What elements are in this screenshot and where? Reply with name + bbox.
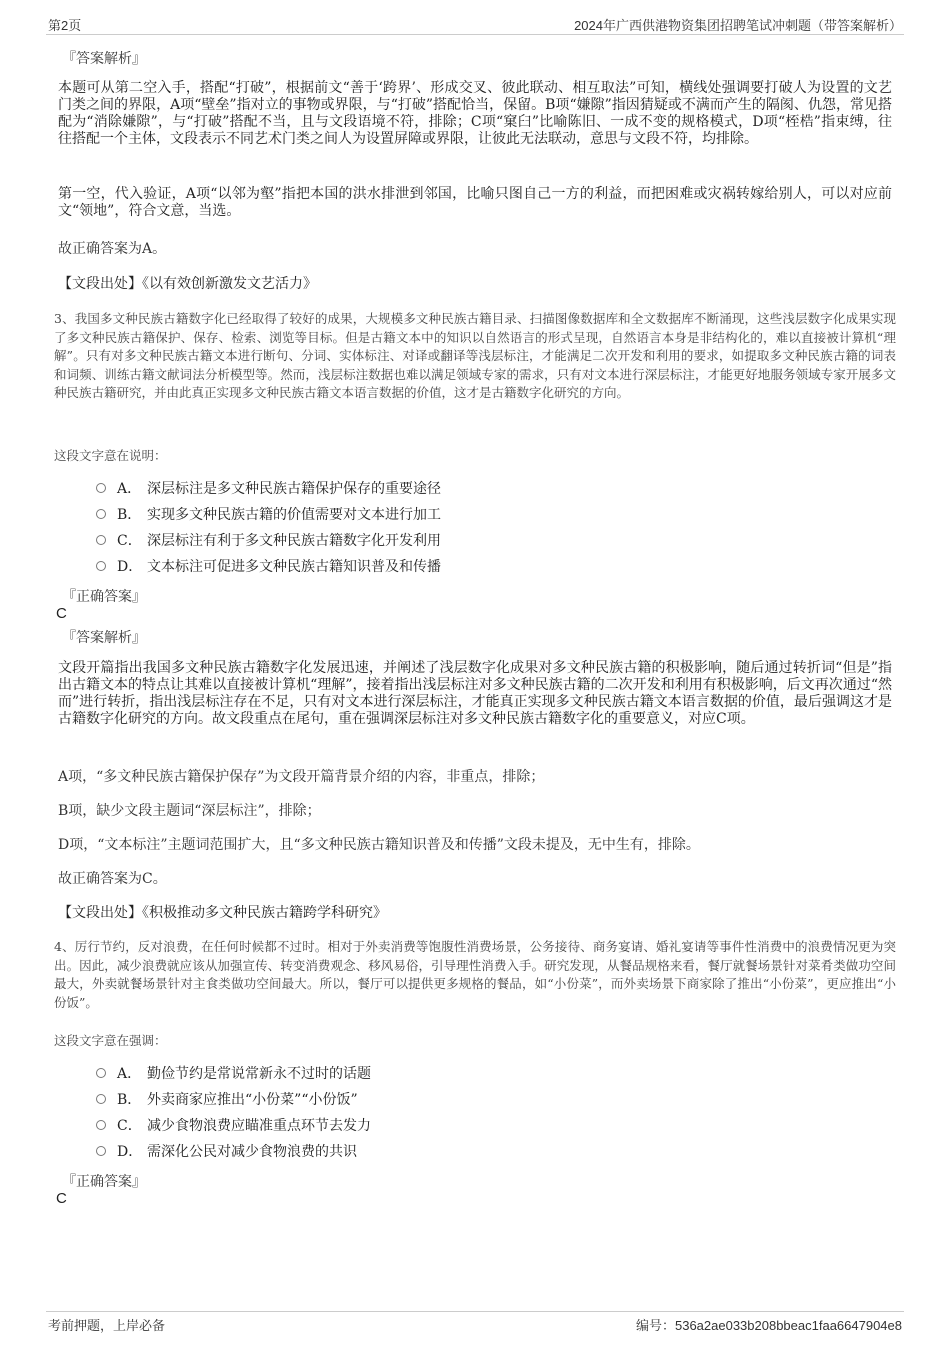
radio-icon[interactable] (96, 561, 106, 571)
q3-option-a[interactable]: A． 深层标注是多文种民族古籍保护保存的重要途径 (96, 479, 441, 499)
q3-analysis-option-b: B项，缺少文段主题词“深层标注”，排除； (58, 803, 321, 819)
q4-question-stem: 4、厉行节约，反对浪费，在任何时候都不过时。相对于外卖消费等饱腹性消费场景，公务接待、商务宴请、婚礼宴请等事件性消费中的浪费情况更为突出。因此，减少浪费就应该从加强宣传、转变消费观念、移风易俗，引导理性消费入手。研究发现，从餐品规格来看，餐厅就餐场景针对菜肴类做功空间最大，外卖就餐场景针对主食类做功空间最大。所以，餐厅可以提供更多规格的餐品，如“小份菜”，而外卖场景下商家除了推出“小份菜”，更应推出“小份饭”。 (54, 939, 896, 1010)
q3-answer-heading: 『正确答案』 (62, 589, 146, 605)
q2-analysis-paragraph: 本题可从第二空入手，搭配“打破”，根据前文“善于‘跨界’、形成交叉、彼此联动、相互取法”可知，横线处强调要打破人为设置的文艺门类之间的界限，A项“壁垒”指对立的事物或界限，与“打破”搭配恰当，保留。B项“嫌隙”指因猜疑或不满而产生的隔阂、仇怨，常见搭配为“消除嫌隙”，与“打破”搭配不当，且与文段语境不符，排除；C项“窠臼”比喻陈旧、一成不变的规格模式，D项“桎梏”指束缚，往往搭配一个主体，文段表示不同艺术门类之间人为设置屏障或界限，让彼此无法联动，意思与文段不符，均排除。 (58, 80, 892, 147)
q4-options (96, 1064, 371, 1162)
q4-correct-answer: C (56, 1190, 67, 1207)
q3-option-c[interactable]: C． 深层标注有利于多文种民族古籍数字化开发利用 (96, 531, 441, 551)
q3-question-stem: 3、我国多文种民族古籍数字化已经取得了较好的成果，大规模多文种民族古籍目录、扫描图像数据库和全文数据库不断涌现，这些浅层数字化成果实现了多文种民族古籍保护、保存、检索、浏览等目标。但是古籍文本中的知识以自然语言的形式呈现，自然语言本身是非结构化的，难以直接被计算机“理解”。只有对多文种民族古籍文本进行断句、分词、实体标注、对译或翻译等浅层标注，才能满足二次开发和利用的要求，如提取多文种民族古籍的词表和词频、训练古籍文献词法分析模型等。然而，浅层标注数据也难以满足领域专家的需求，只有对文本进行深层标注，才能更好地服务领域专家开展多文种民族古籍研究，并由此真正实现多文种民族古籍文本语言数据的价值，这才是古籍数字化研究的方向。 (54, 311, 896, 400)
radio-icon[interactable] (96, 1146, 106, 1156)
radio-icon[interactable] (96, 535, 106, 545)
q2-conclusion: 故正确答案为A。 (58, 241, 167, 257)
q2-source: 【文段出处】《以有效创新激发文艺活力》 (58, 276, 317, 292)
page-header (46, 14, 904, 35)
q4-option-b[interactable]: B． 外卖商家应推出“小份菜”“小份饭” (96, 1090, 371, 1110)
q4-option-c[interactable]: C． 减少食物浪费应瞄准重点环节去发力 (96, 1116, 371, 1136)
q4-prompt: 这段文字意在强调： (54, 1033, 167, 1048)
q3-conclusion: 故正确答案为C。 (58, 871, 167, 887)
q3-analysis-paragraph: 文段开篇指出我国多文种民族古籍数字化发展迅速，并阐述了浅层数字化成果对多文种民族古籍的积极影响，随后通过转折词“但是”指出古籍文本的特点让其难以直接被计算机“理解”，接着指出浅层标注对多文种民族古籍的二次开发和利用有积极影响，后文再次通过“然而”进行转折，指出浅层标注存在不足，只有对文本进行深层标注，才能真正实现多文种民族古籍文本语言数据的价值，最后强调这才是古籍数字化研究的方向。故文段重点在尾句，重在强调深层标注对多文种民族古籍数字化的重要意义，对应C项。 (58, 660, 892, 727)
q3-source: 【文段出处】《积极推动多文种民族古籍跨学科研究》 (58, 905, 387, 921)
q3-options (96, 479, 441, 577)
radio-icon[interactable] (96, 1068, 106, 1078)
page-footer (46, 1311, 904, 1334)
q4-answer-heading: 『正确答案』 (62, 1174, 146, 1190)
radio-icon[interactable] (96, 1120, 106, 1130)
footer-slogan: 考前押题，上岸必备 (48, 1318, 166, 1333)
q3-option-d[interactable]: D． 文本标注可促进多文种民族古籍知识普及和传播 (96, 557, 441, 577)
q3-analysis-option-a: A项，“多文种民族古籍保护保存”为文段开篇背景介绍的内容，非重点，排除； (58, 769, 545, 785)
q3-prompt: 这段文字意在说明： (54, 448, 167, 463)
radio-icon[interactable] (96, 483, 106, 493)
radio-icon[interactable] (96, 1094, 106, 1104)
q3-analysis-option-d: D项，“文本标注”主题词范围扩大，且“多文种民族古籍知识普及和传播”文段未提及，无中生有，排除。 (58, 837, 700, 853)
radio-icon[interactable] (96, 509, 106, 519)
q3-option-b[interactable]: B． 实现多文种民族古籍的价值需要对文本进行加工 (96, 505, 441, 525)
q4-option-a[interactable]: A． 勤俭节约是常说常新永不过时的话题 (96, 1064, 371, 1084)
q4-option-d[interactable]: D． 需深化公民对减少食物浪费的共识 (96, 1142, 371, 1162)
q3-analysis-heading: 『答案解析』 (62, 630, 146, 646)
q2-analysis-paragraph-2: 第一空，代入验证，A项“以邻为壑”指把本国的洪水排泄到邻国，比喻只图自己一方的利益，而把困难或灾祸转嫁给别人，可以对应前文“领地”，符合文意，当选。 (58, 186, 892, 219)
document-title: 2024年广西供港物资集团招聘笔试冲刺题（带答案解析） (574, 18, 902, 33)
document-id: 编号：536a2ae033b208bbeac1faa6647904e8 (635, 1318, 902, 1333)
q2-analysis-heading: 『答案解析』 (62, 51, 146, 67)
page-number-label: 第2页 (48, 18, 82, 33)
q3-correct-answer: C (56, 605, 67, 622)
